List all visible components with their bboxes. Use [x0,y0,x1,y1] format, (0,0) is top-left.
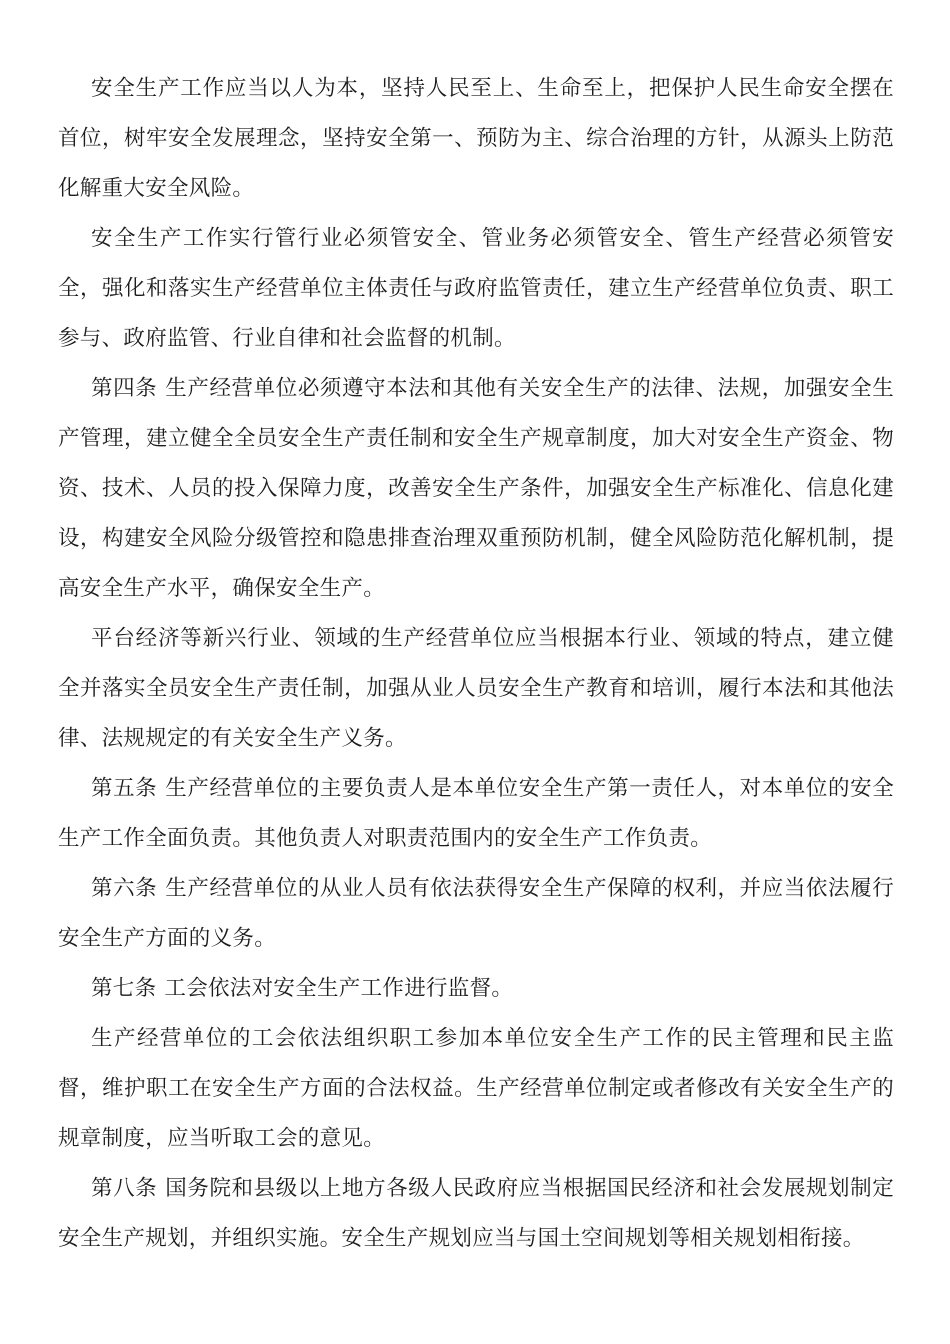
paragraph-article-6 [58,864,894,964]
paragraph-2 [58,214,894,364]
paragraph-text: 生产经营单位的从业人员有依法获得安全生产保障的权利，并应当依法履行安全生产方面的义务。 [58,876,894,951]
paragraph-text: 生产经营单位的工会依法组织职工参加本单位安全生产工作的民主管理和民主监督，维护职工在安全生产方面的合法权益。生产经营单位制定或者修改有关安全生产的规章制度，应当听取工会的意见。 [58,1026,894,1151]
paragraph-text: 安全生产工作实行管行业必须管安全、管业务必须管安全、管生产经营必须管安全，强化和落实生产经营单位主体责任与政府监管责任，建立生产经营单位负责、职工参与、政府监管、行业自律和社会监督的机制。 [58,226,894,351]
paragraph-text: 生产经营单位必须遵守本法和其他有关安全生产的法律、法规，加强安全生产管理，建立健全全员安全生产责任制和安全生产规章制度，加大对安全生产资金、物资、技术、人员的投入保障力度，改善安全生产条件，加强安全生产标准化、信息化建设，构建安全风险分级管控和隐患排查治理双重预防机制，健全风险防范化解机制，提高安全生产水平，确保安全生产。 [58,376,894,601]
article-number: 第七条 [91,976,157,1001]
paragraph-text: 工会依法对安全生产工作进行监督。 [164,976,514,1001]
paragraph-article-7 [58,964,894,1014]
article-number: 第五条 [91,776,158,801]
paragraph-article-4 [58,364,894,614]
article-number: 第六条 [91,876,158,901]
article-number: 第八条 [91,1176,158,1201]
article-number: 第四条 [91,376,158,401]
paragraph-text: 生产经营单位的主要负责人是本单位安全生产第一责任人，对本单位的安全生产工作全面负责。其他负责人对职责范围内的安全生产工作负责。 [58,776,894,851]
paragraph-text: 国务院和县级以上地方各级人民政府应当根据国民经济和社会发展规划制定安全生产规划，并组织实施。安全生产规划应当与国土空间规划等相关规划相衔接。 [58,1176,894,1251]
paragraph-8 [58,1014,894,1164]
paragraph-1 [58,64,894,214]
paragraph-4 [58,614,894,764]
paragraph-text: 平台经济等新兴行业、领域的生产经营单位应当根据本行业、领域的特点，建立健全并落实全员安全生产责任制，加强从业人员安全生产教育和培训，履行本法和其他法律、法规规定的有关安全生产义务。 [58,626,894,751]
paragraph-article-8 [58,1164,894,1264]
paragraph-text: 安全生产工作应当以人为本，坚持人民至上、生命至上，把保护人民生命安全摆在首位，树牢安全发展理念，坚持安全第一、预防为主、综合治理的方针，从源头上防范化解重大安全风险。 [58,76,894,201]
document-page [58,64,894,1264]
paragraph-article-5 [58,764,894,864]
